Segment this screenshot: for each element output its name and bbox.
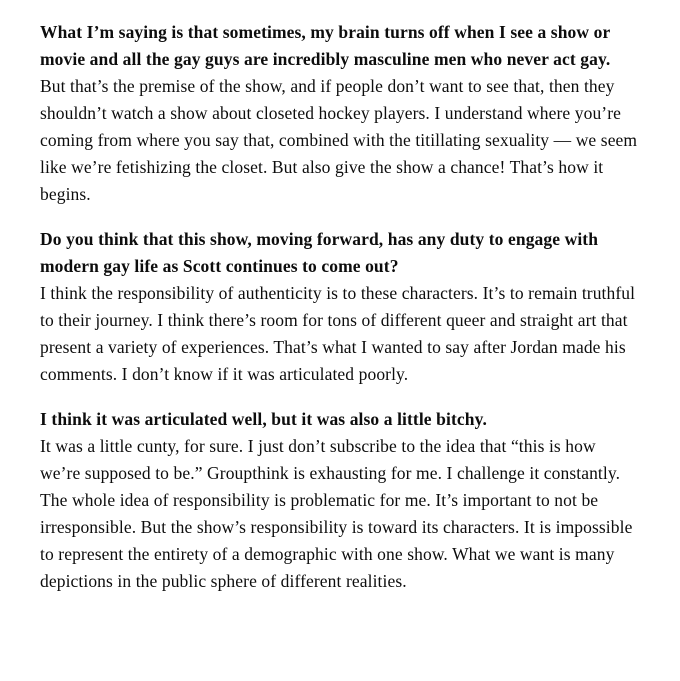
qa-block-1 [40,19,640,208]
interview-answer-1: But that’s the premise of the show, and if people don’t want to see that, then they shouldn’t watch a show about closeted hockey players. I understand where you’re coming from where you say that, combined with the titillating sexuality — we seem like we’re fetishizing the closet. But also give the show a chance! That’s how it begins. [40,76,638,204]
interview-answer-2: I think the responsibility of authenticity is to these characters. It’s to remain truthful to their journey. I think there’s room for tons of different queer and straight art that present a variety of experiences. That’s what I wanted to say after Jordan made his comments. I don’t know if it was articulated poorly. [40,283,636,384]
interview-question-1: What I’m saying is that sometimes, my brain turns off when I see a show or movie and all the gay guys are incredibly masculine men who never act gay. [40,22,611,69]
interview-question-3: I think it was articulated well, but it was also a little bitchy. [40,409,487,429]
interview-answer-3: It was a little cunty, for sure. I just don’t subscribe to the idea that “this is how we’re supposed to be.” Groupthink is exhausting for me. I challenge it constantly. The whole idea of responsibility is problematic for me. It’s important to not be irresponsible. But the show’s responsibility is toward its characters. It is impossible to represent the entirety of a demographic with one show. What we want is many depictions in the public sphere of different realities. [40,436,633,591]
interview-question-2: Do you think that this show, moving forward, has any duty to engage with modern gay life as Scott continues to come out? [40,229,599,276]
qa-block-2 [40,226,640,388]
qa-block-3 [40,406,640,595]
